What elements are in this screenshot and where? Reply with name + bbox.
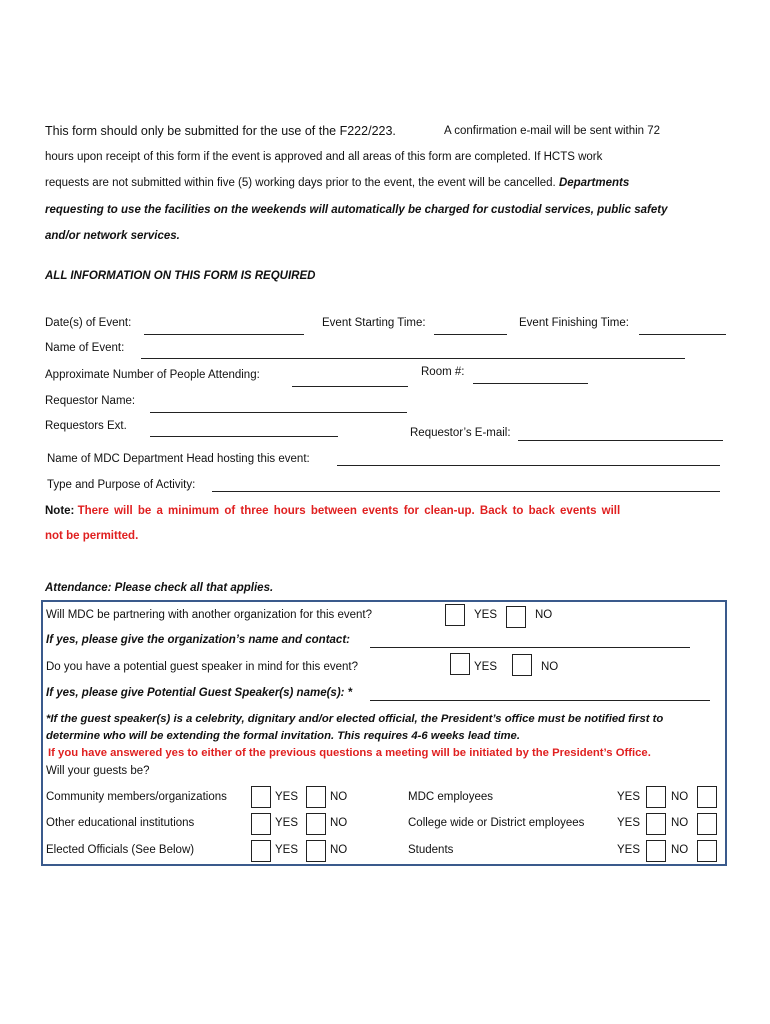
start-time-field[interactable] bbox=[434, 334, 507, 335]
guest-educational-no-label: NO bbox=[330, 817, 348, 829]
guest-mdc-employees-yes-checkbox[interactable] bbox=[646, 786, 666, 808]
guest-students-yes-checkbox[interactable] bbox=[646, 840, 666, 862]
note-label: Note: bbox=[45, 505, 75, 517]
start-time-label: Event Starting Time: bbox=[322, 317, 426, 329]
event-name-label: Name of Event: bbox=[45, 342, 125, 354]
intro-line-1a: This form should only be submitted for the use of the F222/223. bbox=[45, 124, 396, 138]
partner-question: Will MDC be partnering with another organization for this event? bbox=[46, 609, 372, 621]
celebrity-note-2: determine who will be extending the formal invitation. This requires 4-6 weeks lead time. bbox=[46, 730, 520, 742]
guest-elected-label: Elected Officials (See Below) bbox=[46, 844, 195, 856]
room-label: Room #: bbox=[421, 366, 465, 378]
requestor-email-label: Requestor’s E-mail: bbox=[410, 427, 511, 439]
room-field[interactable] bbox=[473, 383, 588, 384]
speaker-no-checkbox[interactable] bbox=[512, 654, 532, 676]
guest-college-label: College wide or District employees bbox=[408, 817, 585, 829]
guest-college-yes-label: YES bbox=[617, 817, 641, 829]
intro-line-3b: Departments bbox=[558, 177, 630, 189]
requestor-ext-field[interactable] bbox=[150, 436, 338, 437]
department-head-label: Name of MDC Department Head hosting this event: bbox=[47, 453, 310, 465]
guest-mdc-employees-no-label: NO bbox=[671, 791, 689, 803]
dates-field[interactable] bbox=[144, 334, 304, 335]
requestor-email-field[interactable] bbox=[518, 440, 723, 441]
finish-time-label: Event Finishing Time: bbox=[519, 317, 629, 329]
intro-line-1b: A confirmation e-mail will be sent within 72 bbox=[444, 125, 661, 137]
note-line-1 bbox=[45, 505, 620, 517]
guest-elected-no-checkbox[interactable] bbox=[306, 840, 326, 862]
guest-educational-yes-checkbox[interactable] bbox=[251, 813, 271, 835]
guest-educational-label: Other educational institutions bbox=[46, 817, 195, 829]
guest-elected-yes-label: YES bbox=[275, 844, 299, 856]
speaker-followup-field[interactable] bbox=[370, 700, 710, 701]
required-note: ALL INFORMATION ON THIS FORM IS REQUIRED bbox=[45, 270, 316, 282]
intro-line-3 bbox=[45, 177, 629, 189]
intro-line-3a: requests are not submitted within five (5) working days prior to the event, the event will be cancelled. bbox=[45, 177, 556, 189]
speaker-yes-label: YES bbox=[474, 661, 498, 673]
speaker-question: Do you have a potential guest speaker in mind for this event? bbox=[46, 661, 358, 673]
requestor-name-field[interactable] bbox=[150, 412, 407, 413]
guests-question: Will your guests be? bbox=[46, 765, 150, 777]
partner-followup-label: If yes, please give the organization’s name and contact: bbox=[46, 634, 350, 646]
finish-time-field[interactable] bbox=[639, 334, 726, 335]
guest-mdc-employees-yes-label: YES bbox=[617, 791, 641, 803]
guest-community-no-checkbox[interactable] bbox=[306, 786, 326, 808]
partner-followup-field[interactable] bbox=[370, 647, 690, 648]
speaker-followup-label: If yes, please give Potential Guest Speaker(s) name(s): * bbox=[46, 687, 353, 699]
event-name-field[interactable] bbox=[141, 358, 685, 359]
guest-community-no-label: NO bbox=[330, 791, 348, 803]
partner-yes-label: YES bbox=[474, 609, 498, 621]
department-head-field[interactable] bbox=[337, 465, 720, 466]
guest-college-yes-checkbox[interactable] bbox=[646, 813, 666, 835]
attendance-count-field[interactable] bbox=[292, 386, 408, 387]
attendance-count-label: Approximate Number of People Attending: bbox=[45, 369, 260, 381]
requestor-name-label: Requestor Name: bbox=[45, 395, 136, 407]
purpose-label: Type and Purpose of Activity: bbox=[47, 479, 196, 491]
guest-students-label: Students bbox=[408, 844, 454, 856]
guest-community-yes-checkbox[interactable] bbox=[251, 786, 271, 808]
partner-yes-checkbox[interactable] bbox=[445, 604, 465, 626]
meeting-note: If you have answered yes to either of the previous questions a meeting will be initiated by the President’s Office. bbox=[48, 747, 651, 759]
guest-students-yes-label: YES bbox=[617, 844, 641, 856]
guest-mdc-employees-label: MDC employees bbox=[408, 791, 493, 803]
speaker-yes-checkbox[interactable] bbox=[450, 653, 470, 675]
partner-no-checkbox[interactable] bbox=[506, 606, 526, 628]
guest-elected-no-label: NO bbox=[330, 844, 348, 856]
guest-elected-yes-checkbox[interactable] bbox=[251, 840, 271, 862]
requestor-ext-label: Requestors Ext. bbox=[45, 420, 127, 432]
celebrity-note-1: *If the guest speaker(s) is a celebrity, dignitary and/or elected official, the President’s office must be notified first to bbox=[46, 713, 664, 725]
guest-college-no-label: NO bbox=[671, 817, 689, 829]
guest-community-label: Community members/organizations bbox=[46, 791, 227, 803]
purpose-field[interactable] bbox=[212, 491, 720, 492]
guest-educational-no-checkbox[interactable] bbox=[306, 813, 326, 835]
guest-community-yes-label: YES bbox=[275, 791, 299, 803]
dates-label: Date(s) of Event: bbox=[45, 317, 132, 329]
guest-students-no-label: NO bbox=[671, 844, 689, 856]
guest-students-no-checkbox[interactable] bbox=[697, 840, 717, 862]
attendance-heading: Attendance: Please check all that applies. bbox=[45, 582, 274, 594]
speaker-no-label: NO bbox=[541, 661, 559, 673]
intro-line-5: and/or network services. bbox=[45, 230, 180, 242]
intro-line-2: hours upon receipt of this form if the event is approved and all areas of this form are completed. If HCTS work bbox=[45, 151, 603, 163]
note-line-2: not be permitted. bbox=[45, 530, 139, 542]
guest-mdc-employees-no-checkbox[interactable] bbox=[697, 786, 717, 808]
intro-line-4: requesting to use the facilities on the weekends will automatically be charged for custodial services, public safety bbox=[45, 204, 668, 216]
partner-no-label: NO bbox=[535, 609, 553, 621]
note-text-1: There will be a minimum of three hours between events for clean-up. Back to back events will bbox=[77, 505, 621, 517]
guest-educational-yes-label: YES bbox=[275, 817, 299, 829]
guest-college-no-checkbox[interactable] bbox=[697, 813, 717, 835]
